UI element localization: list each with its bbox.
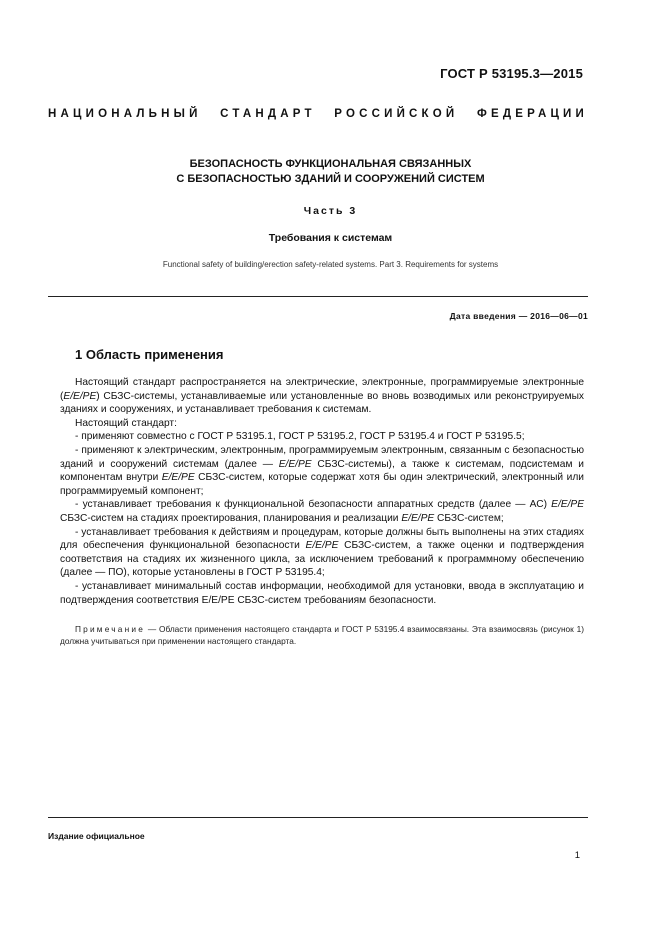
note-label: Примечание xyxy=(75,624,146,634)
page-number: 1 xyxy=(574,850,580,861)
list-item: - устанавливает минимальный состав информации, необходимой для установки, ввода в эксплуатацию и подтверждения соответствия Е/Е/РЕ СБЗС-систем требованиям безопасности. xyxy=(60,580,584,606)
national-standard-banner: НАЦИОНАЛЬНЫЙ СТАНДАРТ РОССИЙСКОЙ ФЕДЕРАЦИИ xyxy=(48,108,588,120)
paragraph: Настоящий стандарт распространяется на электрические, электронные, программируемые электронные (Е/Е/РЕ) СБЗС-системы, устанавливаемые или установленные во вновь возводимых или реконструируемых зданиях и сооружениях, и устанавливает требования к системам. xyxy=(60,377,584,416)
english-title: Functional safety of building/erection safety-related systems. Part 3. Requirements for systems xyxy=(162,260,499,269)
official-edition-label: Издание официальное xyxy=(48,831,145,841)
title-line-2: С БЕЗОПАСНОСТЬЮ ЗДАНИЙ И СООРУЖЕНИЙ СИСТЕМ xyxy=(176,173,485,185)
list-item: - устанавливает требования к действиям и процедурам, которые должны быть выполнены на этих стадиях для обеспечения функциональной безопасности Е/Е/РЕ СБЗС-систем, а также оценки и подтверждения соответствия на стадиях их жизненного цикла, за исключением требований к программному обеспечению (далее — ПО), которые установлены в ГОСТ Р 53195.4; xyxy=(60,526,584,579)
note xyxy=(60,623,584,647)
footer-divider xyxy=(48,817,588,818)
introduction-date: Дата введения — 2016—06—01 xyxy=(449,311,588,321)
list-item: - применяют совместно с ГОСТ Р 53195.1, ГОСТ Р 53195.2, ГОСТ Р 53195.4 и ГОСТ Р 53195.5; xyxy=(75,431,525,443)
list-item: - применяют к электрическим, электронным, программируемым электронным, связанным с безопасностью зданий и сооружений системам (далее — Е/Е/РЕ СБЗС-системы), а также к системам, подсистемам и компонентам внутри Е/Е/РЕ СБЗС-систем, которые содержат хотя бы один электрический, электронный или программируемый компонент; xyxy=(60,444,584,497)
top-divider xyxy=(48,296,588,297)
title-line-1: БЕЗОПАСНОСТЬ ФУНКЦИОНАЛЬНАЯ СВЯЗАННЫХ xyxy=(189,158,472,170)
section-body xyxy=(60,376,584,607)
document-subtitle: Требования к системам xyxy=(268,232,393,244)
document-number: ГОСТ Р 53195.3—2015 xyxy=(440,66,583,81)
paragraph: Настоящий стандарт: xyxy=(75,417,177,429)
section-heading: 1 Область применения xyxy=(75,347,224,362)
part-label: Часть 3 xyxy=(303,205,358,217)
note-text: Примечание — Области применения настоящего стандарта и ГОСТ Р 53195.4 взаимосвязаны. Эта взаимосвязь (рисунок 1) должна учитываться при применении настоящего стандарта. xyxy=(60,624,584,646)
document-title xyxy=(0,157,661,187)
list-item: - устанавливает требования к функциональной безопасности аппаратных средств (далее — АС) Е/Е/РЕ СБЗС-систем на стадиях проектирования, планирования и реализации Е/Е/РЕ СБЗС-систем; xyxy=(60,499,584,524)
